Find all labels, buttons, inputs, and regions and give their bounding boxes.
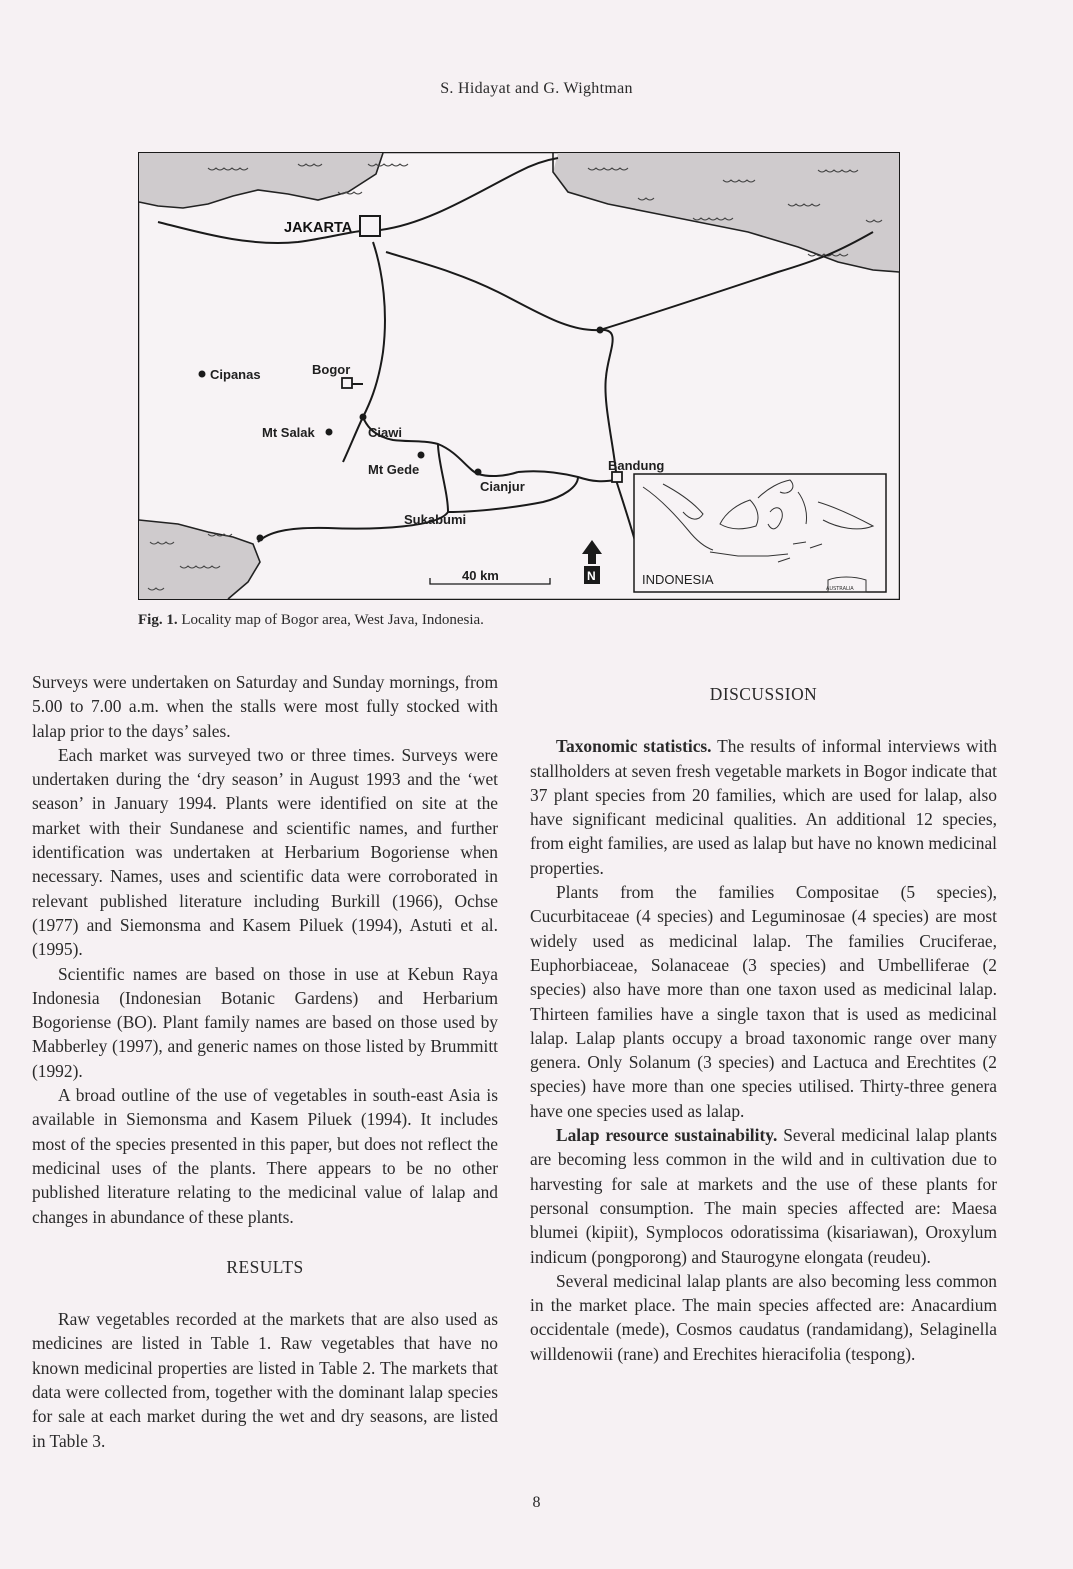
paragraph: Surveys were undertaken on Saturday and Sunday mornings, from 5.00 to 7.00 a.m. when the stalls were most fully stocked with lalap prior to the days’ sales.: [32, 672, 498, 741]
inset-country-label: INDONESIA: [642, 572, 714, 587]
label-bandung: Bandung: [608, 458, 665, 473]
label-cianjur: Cianjur: [480, 479, 525, 494]
results-heading: RESULTS: [226, 1256, 304, 1277]
subheading-sustainability: Lalap resource sustainability.: [556, 1125, 778, 1146]
scale-label: 40 km: [462, 568, 499, 583]
page-number: 8: [532, 1494, 541, 1511]
inset-map: [634, 474, 886, 592]
paragraph: Scientific names are based on those in use at Kebun Raya Indonesia (Indonesian Botanic Gardens) and Herbarium Bogoriense (BO). Plant family names are based on those used by Mabberley (1997), and generic names on those listed by Brummitt (1992).: [32, 963, 498, 1081]
discussion-heading: DISCUSSION: [709, 684, 818, 704]
paragraph: Plants from the families Compositae (5 species), Cucurbitaceae (4 species) and Leguminosae (4 species) are most widely used as medicinal lalap. The families Cruciferae, Euphorbiaceae, Solanaceae (3 species) and Umbelliferae (2 species) also have more than one taxon used as medicinal lalap. Thirteen families have a single taxon that is used as medicinal lalap. Lalap plants occupy a broad taxonomic range over many genera. Only Solanum (3 species) and Lactuca and Erechtites (2 species) have more than one species utilised. Thirty-three genera have one species used as lalap.: [530, 882, 997, 1121]
paragraph: A broad outline of the use of vegetables in south-east Asia is available in Siemonsma and Kasem Piluek (1994). It includes most of the species presented in this paper, but does not reflect the medicinal uses of the plants. There appears to be no other published literature relating to the medicinal value of lalap and changes in abundance of these plants.: [32, 1085, 498, 1227]
label-ciawi: Ciawi: [368, 425, 402, 440]
paragraph-text: The results of informal interviews with stallholders at seven fresh vegetable markets in Bogor indicate that 37 plant species from 20 families, which are used for lalap, also have significant medicinal qualities. An additional 12 species, from eight families, are used as lalap but have no known medicinal properties.: [530, 736, 997, 878]
label-mt-salak: Mt Salak: [262, 425, 315, 440]
north-label: N: [587, 569, 596, 583]
paragraph: Raw vegetables recorded at the markets that are also used as medicines are listed in Table 1. Raw vegetables that have no known medicinal properties are listed in Table 2. The markets that data were collected from, together with the dominant lalap species for sale at each market during the wet and dry seasons, are listed in Table 3.: [32, 1309, 498, 1451]
running-header: S. Hidayat and G. Wightman: [440, 80, 633, 97]
label-sukabumi: Sukabumi: [404, 512, 467, 527]
paragraph: [530, 1123, 997, 1269]
inset-small-label: AUSTRALIA: [826, 586, 854, 592]
label-bogor: Bogor: [312, 362, 351, 377]
paragraph: Each market was surveyed two or three times. Surveys were undertaken during the ‘dry season’ in August 1993 and the ‘wet season’ in January 1994. Plants were identified on site at the market with their Sundanese and scientific names, and further identification was undertaken at Herbarium Bogoriense when necessary. Names, uses and scientific data were corroborated in relevant published literature including Burkill (1966), Ochse (1977) and Siemonsma and Kasem Piluek (1994), Astuti et al. (1995).: [32, 744, 498, 960]
label-mt-gede: Mt Gede: [368, 462, 420, 477]
paragraph: [530, 734, 997, 880]
label-cipanas: Cipanas: [210, 367, 261, 382]
caption-label: Fig. 1.: [138, 612, 178, 628]
paragraph: Several medicinal lalap plants are also becoming less common in the market place. The main species affected are: Anacardium occidentale (mede), Cosmos caudatus (randamidang), Selaginella willdenowii (rane) and Erechites hieracifolia (tespong).: [530, 1270, 997, 1364]
paragraph-text: Several medicinal lalap plants are becoming less common in the wild and in cultivation due to harvesting for sale at markets and the use of these plants for personal consumption. The main species affected are: Maesa blumei (kipiit), Symplocos odoratissima (kisariawan), Oroxylum indicum (pongporong) and Staurogyne elongata (reudeu).: [530, 1125, 997, 1267]
locality-map: [138, 152, 900, 600]
left-column: [32, 670, 498, 1453]
caption-text: Locality map of Bogor area, West Java, Indonesia.: [181, 612, 484, 628]
right-column: [530, 682, 997, 1366]
label-jakarta: JAKARTA: [284, 220, 353, 236]
figure-caption: [138, 612, 484, 629]
subheading-taxonomic: Taxonomic statistics.: [556, 736, 712, 757]
